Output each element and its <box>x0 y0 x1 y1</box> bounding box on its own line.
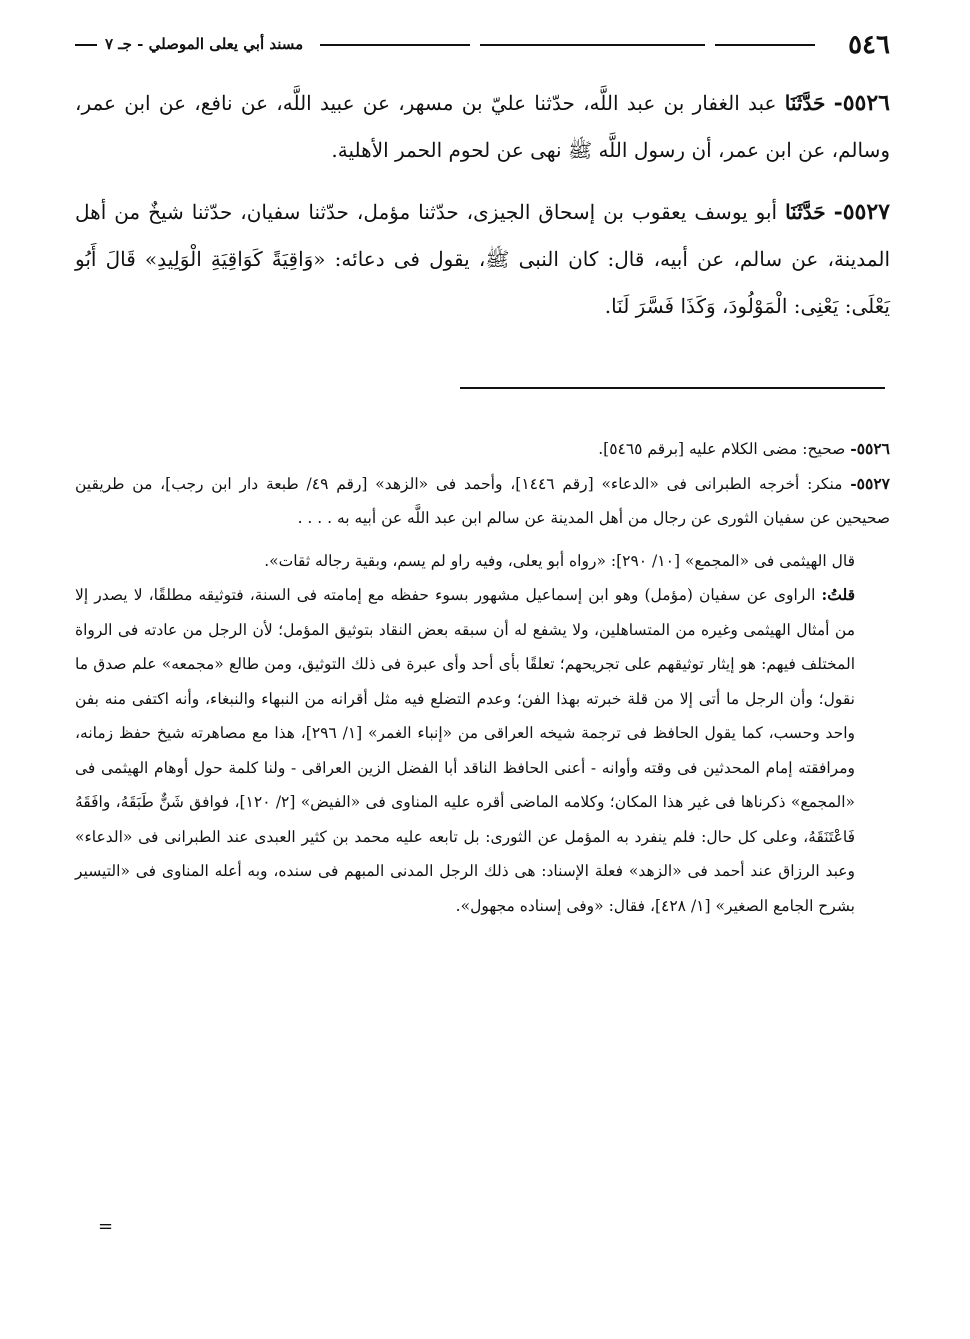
narration-opening: حَدَّثَنَا <box>785 200 826 224</box>
footnote-number: ٥٥٢٦- <box>850 439 890 458</box>
header-rule <box>715 44 815 46</box>
footnotes <box>75 432 890 923</box>
header-rule <box>480 44 705 46</box>
continuation-mark: = <box>98 1216 114 1237</box>
hadith-text <box>75 80 890 345</box>
hadith-body: أبو يوسف يعقوب بن إسحاق الجيزى، حدّثنا مؤمل، حدّثنا سفيان، حدّثنا شيخٌ من أهل المدينة، عن سالم، عن أبيه، قال: كان النبى ﷺ، يقول فى دعائه: «وَاقِيَةً كَوَاقِيَةِ الْوَلِيدِ» قَالَ أَبُو يَعْلَى: يَعْنِى: الْمَوْلُودَ، وَكَذَا فَسَّرَ لَنَا. <box>75 200 890 318</box>
hadith-5527 <box>75 189 890 330</box>
author-comment <box>75 578 890 923</box>
running-title: مسند أبي يعلى الموصلي - جـ ٧ <box>105 35 304 53</box>
qultu-label: قلتُ: <box>821 585 855 604</box>
hadith-5526 <box>75 80 890 174</box>
hadith-number: ٥٥٢٦- <box>833 90 890 116</box>
page-header <box>75 30 890 60</box>
author-comment-text: الراوى عن سفيان (مؤمل) وهو ابن إسماعيل مشهور بسوء حفظه مع إمامته فى السنة، فتوثيقه مطلقًا، لا يصدر إلا من أمثال الهيثمى وغيره من المتساهلين، ولا يشفع له أن سبقه بعض النقاد بتوثيق المؤمل؛ لأن الرجل من عادته فى الرواة المختلف فيهم: هو إيثار توثيقهم على تجريحهم؛ تعلقًا بأى أحد وأى عبرة فى ذلك التوثيق، ومن طالع «مجمعه» علم صدق ما نقول؛ وأن الرجل ما أتى إلا من قلة خبرته بهذا الفن؛ وعدم التضلع فيه مثل أقرانه من النبهاء والنبغاء، وأنه اكتفى منه بفن واحد وحسب، كما يقول الحافظ فى ترجمة شيخه العراقى من «إنباء الغمر» [١/ ٢٩٦]، هذا مع مصاهرته شيخ حفظ زمانه، ومرافقته إمام المحدثين فى وقته وأوانه - أعنى الحافظ الناقد أبا الفضل الزين العراقى - ولنا كلمة حول أوهام الهيثمى فى «المجمع» ذكرناها فى غير هذا المكان؛ وكلامه الماضى أقره عليه المناوى فى «الفيض» [٢/ ١٢٠]، فوافق شَنٌّ طَبَقَهُ، وافَقَهُ فَاعْتَنَقَهُ، وعلى كل حال: فلم ينفرد به المؤمل عن الثورى: بل تابعه عليه محمد بن كثير العبدى عند الطبرانى فى «الدعاء» وعبد الرزاق عند أحمد فى «الزهد» فعلة الإسناد: هى ذلك الرجل المدنى المبهم فى سنده، وبه أعله المناوى فى «التيسير بشرح الجامع الصغير» [١/ ٤٢٨]، فقال: «وفى إسناده مجهول». <box>75 586 856 915</box>
footnote-separator <box>460 387 885 389</box>
header-rule <box>320 44 470 46</box>
footnote-text: منكر: أخرجه الطبرانى فى «الدعاء» [رقم ١٤٤٦]، وأحمد فى «الزهد» [رقم ٤٩/ طبعة دار ابن رجب]، من طريقين صحيحين عن سفيان الثورى عن رجال من أهل المدينة عن سالم ابن عبد اللَّه عن أبيه به . . . . <box>75 474 890 527</box>
haythami-quote: قال الهيثمى فى «المجمع» [١٠/ ٢٩٠]: «رواه أبو يعلى، وفيه راو لم يسم، وبقية رجاله ثقات». <box>264 551 855 570</box>
header-rule <box>75 44 97 46</box>
narration-opening: حَدَّثَنَا <box>784 91 826 115</box>
page-number: ٥٤٦ <box>848 30 890 60</box>
hadith-number: ٥٥٢٧- <box>833 199 890 225</box>
footnote-5526 <box>75 432 890 467</box>
footnote-text: صحيح: مضى الكلام عليه [برقم ٥٤٦٥]. <box>598 440 846 458</box>
hadith-body: عبد الغفار بن عبد اللَّه، حدّثنا عليّ بن مسهر، عن عبيد اللَّه، عن نافع، عن ابن عمر، وسالم، عن ابن عمر، أن رسول اللَّه ﷺ نهى عن لحوم الحمر الأهلية. <box>75 91 890 162</box>
footnote-5527 <box>75 467 890 536</box>
footnote-number: ٥٥٢٧- <box>850 473 890 493</box>
